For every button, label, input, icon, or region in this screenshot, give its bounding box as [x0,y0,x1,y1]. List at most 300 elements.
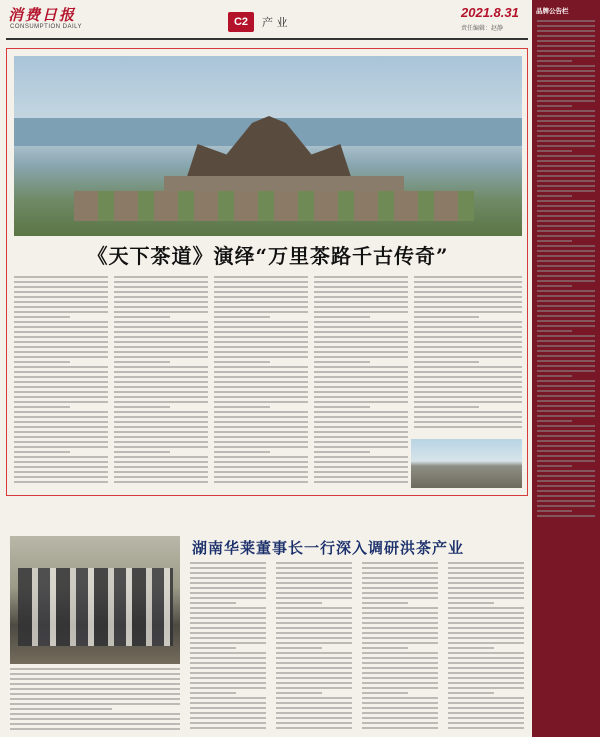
text-line [10,698,180,700]
text-line [537,255,595,257]
text-line [362,697,438,699]
text-line [537,250,595,252]
text-line [214,396,308,398]
text-line [537,460,595,462]
text-line [537,280,595,282]
article-column-3 [214,276,308,488]
text-line [414,411,522,413]
text-line [448,722,524,724]
text-line [276,632,352,634]
text-line [537,90,595,92]
text-line [14,451,70,453]
text-line [362,567,438,569]
text-line [537,410,595,412]
article-headline: 《天下茶道》演绎“万里茶路千古传奇” [87,244,449,268]
text-line [14,366,108,368]
text-line [448,567,524,569]
text-line [314,371,408,373]
text-line [14,446,108,448]
hero-village-houses [74,191,474,221]
text-line [114,321,208,323]
text-line [14,286,108,288]
editor-credit: 责任编辑：赵静 [461,25,504,32]
text-line [214,426,308,428]
text-line [214,276,308,278]
text-line [276,707,352,709]
text-line [114,331,208,333]
text-line [537,100,595,102]
section-code: C2 [228,12,254,32]
text-line [448,627,524,629]
text-line [276,642,352,644]
text-line [214,301,308,303]
text-line [14,326,108,328]
text-line [114,386,208,388]
text-line [14,351,108,353]
text-line [276,567,352,569]
text-line [537,55,595,57]
text-line [414,331,522,333]
text-line [14,291,108,293]
text-line [362,652,438,654]
text-line [537,380,595,382]
text-line [537,310,595,312]
text-line [314,381,408,383]
text-line [190,712,266,714]
text-line [448,692,494,694]
text-line [537,205,595,207]
text-line [414,306,522,308]
text-line [14,281,108,283]
text-line [214,451,270,453]
text-line [448,717,524,719]
text-line [537,285,572,287]
text-line [214,286,308,288]
text-line [114,441,208,443]
text-line [214,391,308,393]
text-line [537,135,595,137]
text-line [414,341,522,343]
text-line [537,85,595,87]
text-line [414,346,522,348]
text-line [114,466,208,468]
text-line [190,612,266,614]
text-line [114,456,208,458]
article2-column-4 [448,562,524,737]
text-line [414,376,522,378]
text-line [448,647,494,649]
text-line [114,301,208,303]
text-line [448,607,524,609]
text-line [537,95,595,97]
text-line [190,617,266,619]
text-line [14,431,108,433]
text-line [10,688,180,690]
text-line [214,381,308,383]
text-line [537,220,595,222]
text-line [190,682,266,684]
text-line [276,602,322,604]
text-line [190,572,266,574]
text-line [537,385,595,387]
text-line [537,50,595,52]
article-column-1 [14,276,108,488]
text-line [448,707,524,709]
text-line [537,140,595,142]
text-line [214,471,308,473]
text-line [14,386,108,388]
text-line [190,592,266,594]
text-line [10,708,112,710]
text-line [537,355,595,357]
text-line [276,722,352,724]
text-line [537,325,595,327]
sidebar-column [532,0,600,737]
text-line [537,210,595,212]
text-line [362,672,438,674]
text-line [362,647,408,649]
text-line [362,692,408,694]
article2-headline: 湖南华莱董事长一行深入调研洪茶产业 [192,539,465,557]
text-line [214,331,308,333]
text-line [214,421,308,423]
text-line [14,471,108,473]
text-line [114,276,208,278]
text-line [114,451,170,453]
text-line [214,306,308,308]
article2-column-1 [190,562,266,737]
text-line [14,456,108,458]
text-line [276,582,352,584]
text-line [362,682,438,684]
text-line [214,456,308,458]
text-line [362,722,438,724]
text-line [537,435,595,437]
text-line [114,431,208,433]
text-line [14,476,108,478]
text-line [537,125,595,127]
text-line [448,667,524,669]
text-line [114,361,170,363]
text-line [114,401,208,403]
text-line [362,612,438,614]
text-line [537,160,595,162]
text-line [14,426,108,428]
text-line [190,602,236,604]
text-line [414,316,479,318]
text-line [14,406,70,408]
text-line [14,461,108,463]
text-line [448,602,494,604]
text-line [537,350,595,352]
text-line [448,572,524,574]
hero-image [14,56,522,236]
text-line [362,702,438,704]
text-line [414,386,522,388]
text-line [537,395,595,397]
text-line [214,296,308,298]
text-line [448,652,524,654]
text-line [190,657,266,659]
text-line [190,692,236,694]
text-line [190,567,266,569]
text-line [537,295,595,297]
text-line [537,45,595,47]
text-line [114,366,208,368]
text-line [214,441,308,443]
text-line [414,301,522,303]
text-line [537,450,595,452]
text-line [414,276,522,278]
text-line [314,426,408,428]
text-line [414,381,522,383]
text-line [448,577,524,579]
text-line [114,411,208,413]
text-line [537,315,595,317]
masthead-rule [6,38,528,40]
text-line [214,481,308,483]
text-line [214,446,308,448]
text-line [114,461,208,463]
text-line [448,697,524,699]
text-line [14,396,108,398]
text-line [214,326,308,328]
text-line [114,336,208,338]
text-line [414,326,522,328]
text-line [448,662,524,664]
text-line [314,456,408,458]
text-line [214,291,308,293]
text-line [537,70,595,72]
text-line [214,461,308,463]
text-line [276,692,322,694]
text-line [114,346,208,348]
text-line [276,637,352,639]
text-line [14,481,108,483]
text-line [190,727,266,729]
text-line [190,622,266,624]
text-line [190,627,266,629]
text-line [314,326,408,328]
text-line [276,597,352,599]
text-line [414,336,522,338]
text-line [14,296,108,298]
text-line [214,351,308,353]
text-line [214,436,308,438]
text-line [448,592,524,594]
text-line [190,632,266,634]
text-line [537,335,595,337]
text-line [214,401,308,403]
text-line [537,490,595,492]
text-line [314,321,408,323]
text-line [448,582,524,584]
text-line [314,386,408,388]
text-line [114,476,208,478]
text-line [314,286,408,288]
text-line [14,376,108,378]
text-line [537,25,595,27]
text-line [448,612,524,614]
text-line [537,345,595,347]
section-name: 产 业 [262,16,288,29]
text-line [14,316,70,318]
text-line [537,35,595,37]
sidebar-text-block [537,20,595,520]
text-line [214,476,308,478]
text-line [276,682,352,684]
text-line [537,40,595,42]
masthead [0,0,600,46]
text-line [537,20,595,22]
text-line [190,677,266,679]
text-line [10,723,180,725]
text-line [362,727,438,729]
text-line [314,481,408,483]
article2-column-2 [276,562,352,737]
text-line [114,381,208,383]
text-line [537,430,595,432]
text-line [414,351,522,353]
text-line [14,346,108,348]
text-line [214,311,308,313]
text-line [10,683,180,685]
text-line [276,607,352,609]
text-line [414,281,522,283]
text-line [114,446,208,448]
text-line [362,707,438,709]
text-line [214,321,308,323]
text-line [537,265,595,267]
text-line [362,562,438,564]
text-line [537,340,595,342]
text-line [14,301,108,303]
text-line [190,722,266,724]
text-line [414,371,522,373]
text-line [537,275,595,277]
text-line [362,657,438,659]
text-line [190,662,266,664]
text-line [537,515,595,517]
text-line [537,105,572,107]
text-line [276,677,352,679]
text-line [214,346,308,348]
text-line [537,115,595,117]
text-line [314,281,408,283]
text-line [314,276,408,278]
text-line [114,306,208,308]
text-line [14,466,108,468]
text-line [14,401,108,403]
text-line [114,326,208,328]
paper-english-name: CONSUMPTION DAILY [10,24,83,30]
text-line [214,406,270,408]
text-line [537,175,595,177]
text-line [414,291,522,293]
text-line [190,652,266,654]
text-line [537,145,595,147]
text-line [314,421,408,423]
text-line [314,351,408,353]
article-body [14,276,522,488]
text-line [537,445,595,447]
text-line [214,341,308,343]
text-line [314,411,408,413]
text-line [14,311,108,313]
text-line [414,396,522,398]
text-line [276,652,352,654]
text-line [537,30,595,32]
text-line [314,401,408,403]
text-line [276,712,352,714]
text-line [314,416,408,418]
text-line [414,366,522,368]
text-line [537,165,595,167]
text-line [314,446,408,448]
text-line [362,627,438,629]
text-line [214,431,308,433]
text-line [10,668,180,670]
text-line [214,281,308,283]
text-line [10,673,180,675]
text-line [10,693,180,695]
text-line [314,296,408,298]
text-line [414,296,522,298]
text-line [414,361,479,363]
text-line [414,356,522,358]
text-line [114,426,208,428]
text-line [414,406,479,408]
text-line [114,316,170,318]
text-line [537,180,595,182]
text-line [448,622,524,624]
text-line [537,150,572,152]
text-line [537,120,595,122]
text-line [314,301,408,303]
text-line [537,190,595,192]
text-line [448,587,524,589]
text-line [14,416,108,418]
text-line [362,712,438,714]
text-line [114,416,208,418]
text-line [190,582,266,584]
text-line [276,622,352,624]
text-line [537,425,595,427]
text-line [190,707,266,709]
text-line [190,607,266,609]
text-line [314,466,408,468]
text-line [276,627,352,629]
text-line [276,612,352,614]
article-column-4 [314,276,408,488]
text-line [537,170,595,172]
text-line [14,306,108,308]
article2-photo-people [18,568,173,646]
text-line [314,441,408,443]
text-line [537,440,595,442]
article2-column-3 [362,562,438,737]
text-line [537,455,595,457]
text-line [276,587,352,589]
text-line [362,597,438,599]
text-line [14,411,108,413]
text-line [214,386,308,388]
text-line [537,370,595,372]
text-line [14,371,108,373]
text-line [314,356,408,358]
text-line [314,476,408,478]
text-line [537,505,595,507]
